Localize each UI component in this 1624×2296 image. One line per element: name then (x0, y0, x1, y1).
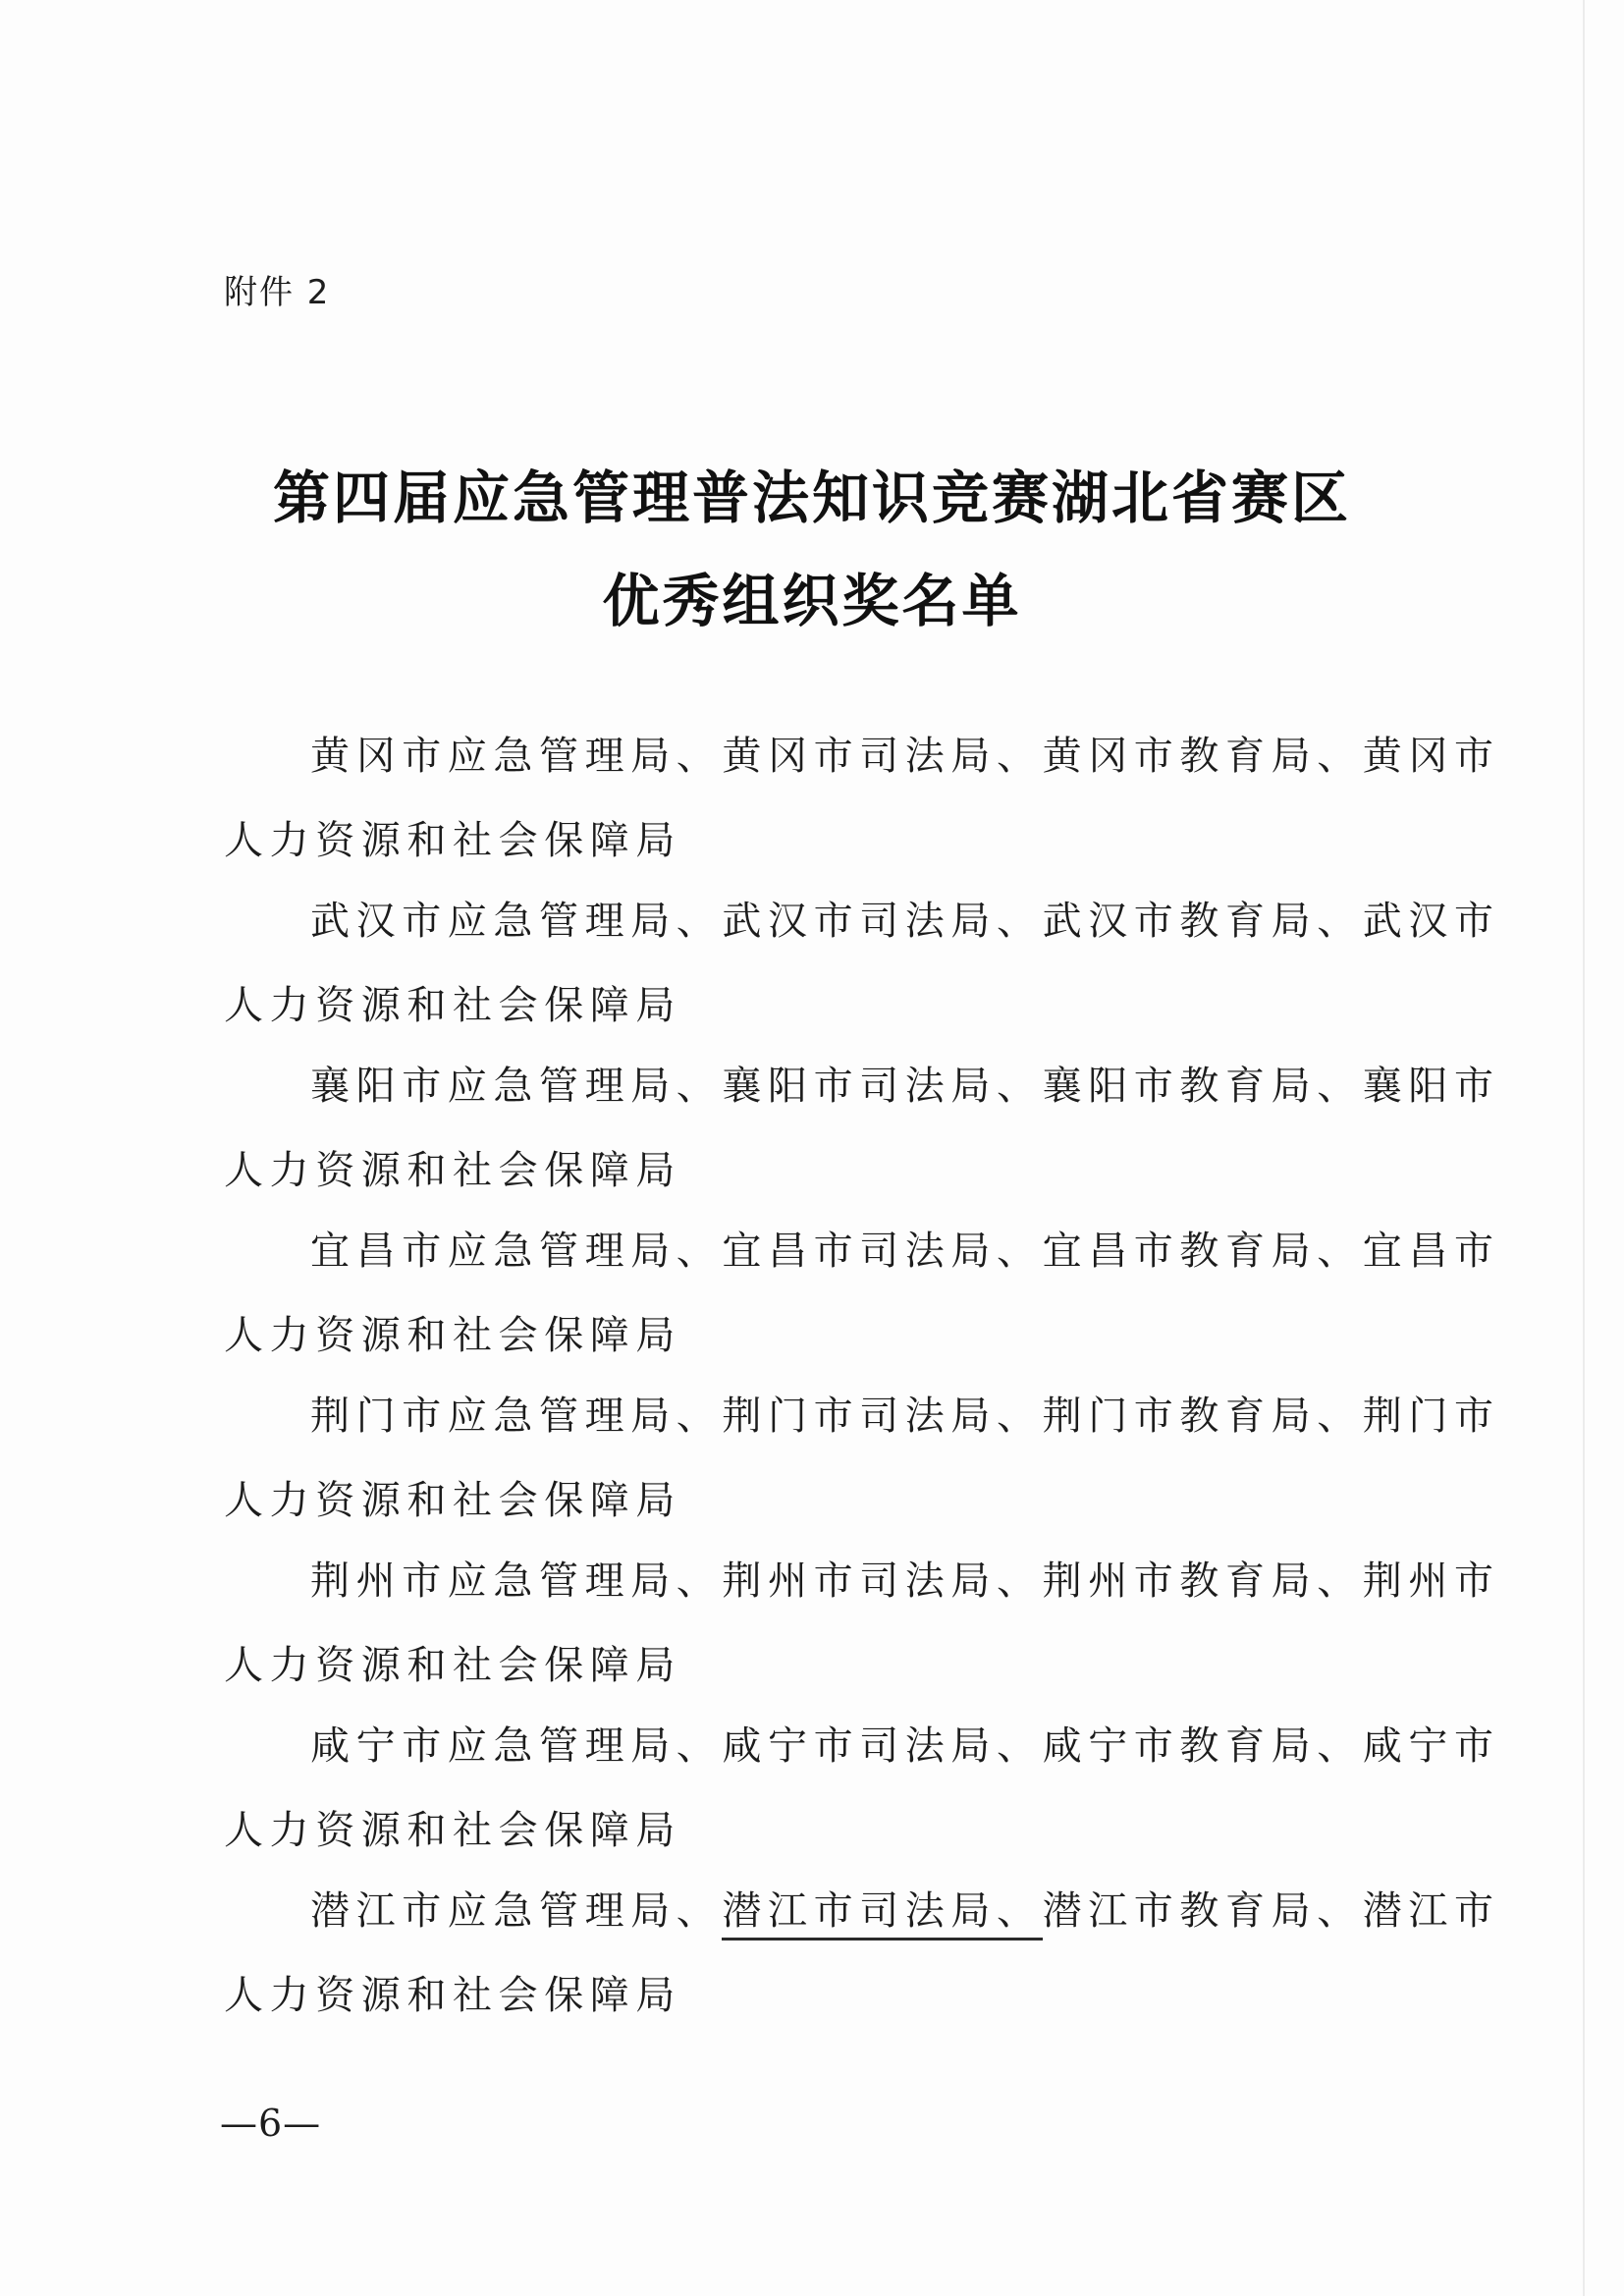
list-item-line1: 襄阳市应急管理局、襄阳市司法局、襄阳市教育局、襄阳市 (310, 1064, 1500, 1109)
list-item (224, 1385, 1500, 1550)
underlined-text: 潜江市司法局、 (722, 1888, 1042, 1941)
list-item-line2: 人力资源和社会保障局 (224, 1148, 681, 1193)
list-item-line2: 人力资源和社会保障局 (224, 983, 681, 1028)
list-item (224, 890, 1500, 1055)
list-item-line1: 荆州市应急管理局、荆州市司法局、荆州市教育局、荆州市 (310, 1558, 1500, 1604)
list-item-text: 潜江市教育局、潜江市 (1042, 1888, 1500, 1934)
list-item-line2: 人力资源和社会保障局 (224, 1478, 681, 1523)
list-item (224, 1055, 1500, 1220)
attachment-label: 附件 2 (224, 273, 331, 312)
list-item-line2: 人力资源和社会保障局 (224, 1808, 681, 1853)
list-item (224, 1220, 1500, 1385)
list-item-line1: 咸宁市应急管理局、咸宁市司法局、咸宁市教育局、咸宁市 (310, 1723, 1500, 1769)
document-title-line2: 优秀组织奖名单 (602, 568, 1022, 634)
list-item-line2: 人力资源和社会保障局 (224, 1643, 681, 1688)
list-item (224, 1550, 1500, 1715)
list-item-line1: 武汉市应急管理局、武汉市司法局、武汉市教育局、武汉市 (310, 899, 1500, 944)
award-list (224, 725, 1500, 2045)
list-item (224, 1715, 1500, 1880)
document-title-line1: 第四届应急管理普法知识竞赛湖北省赛区 (272, 465, 1351, 531)
list-item-line1: 荆门市应急管理局、荆门市司法局、荆门市教育局、荆门市 (310, 1394, 1500, 1439)
list-item-line1: 宜昌市应急管理局、宜昌市司法局、宜昌市教育局、宜昌市 (310, 1229, 1500, 1274)
list-item (224, 1880, 1500, 2045)
list-item-line1: 黄冈市应急管理局、黄冈市司法局、黄冈市教育局、黄冈市 (310, 734, 1500, 779)
list-item-text: 潜江市应急管理局、 (310, 1888, 723, 1934)
list-item-line2: 人力资源和社会保障局 (224, 1973, 681, 2018)
page-number: —6— (220, 2102, 322, 2145)
list-item-line2: 人力资源和社会保障局 (224, 1313, 681, 1358)
scan-edge-line (1583, 0, 1585, 2296)
list-item (224, 725, 1500, 890)
list-item-line1 (310, 1880, 1500, 1936)
list-item-line2: 人力资源和社会保障局 (224, 818, 681, 863)
